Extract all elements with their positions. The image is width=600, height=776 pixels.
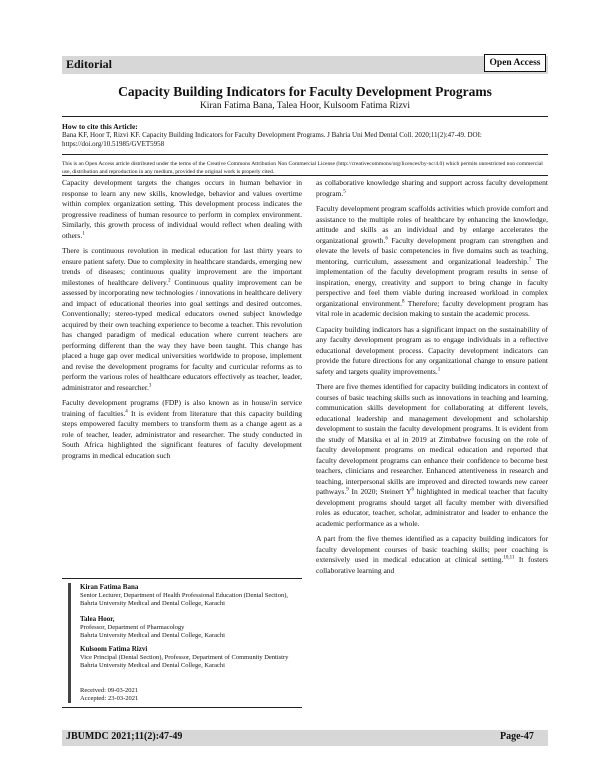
- cite-heading: How to cite this Article:: [62, 122, 138, 131]
- header-bar: [62, 56, 548, 74]
- divider: [62, 175, 548, 176]
- paragraph: There is continuous revolution in medical education for last thirty years to ensure patient safety. Due to complexity in healthcare standards, emerging new trends of diseases; continuous quality improvement are the important milestones of healthcare delivery.$^2$ Continuous quality improvement can be assessed by incorporating new technologies / innovations in healthcare delivery and impact of educational theories into goal settings and desired outcomes. Conventionally; stereo-typed medical educators owned subject knowledge acquired by their own teaching experience to become a teacher. This revolution has changed paradigm of medical education where current teachers are performing different than the way they have been taught. This change has placed a huge gap over medical universities worldwide to propose, implement and revise the development programs for faculty and curricular reforms as to perform the various roles of healthcare educators effectively as teacher, leader, administrator and researcher.$^3$: [62, 246, 302, 392]
- right-column: [316, 178, 548, 581]
- page-number: Page-47: [500, 731, 534, 742]
- affiliation-1: Kiran Fatima Bana Senior Lecturer, Department of Health Professional Education (Dental Section), Bahria University Medical and Dental College, Karachi: [80, 583, 289, 607]
- paragraph: A part from the five themes identified as a capacity building indicators for faculty development courses of basic teaching skills; peer coaching is extensively used in medical education at clinical setting.$^{10,11}$ It fosters collaborative learning and: [316, 534, 548, 575]
- affiliation-3: Kulsoom Fatima Rizvi Vice Principal (Dental Section), Professor, Department of Community Dentistry Bahria University Medical and Dental College, Karachi: [80, 645, 289, 669]
- journal-reference: JBUMDC 2021;11(2):47-49: [66, 731, 183, 742]
- paragraph: Capacity development targets the changes occurs in human behavior in response to learn any new skills, knowledge, behavior and values overtime within complex organization setting. This development process indicates the progressive readiness of human resource to perform in complex environment. Similarly, this growth process of individual would reflect when dealing with others.$^1$: [62, 178, 302, 240]
- divider: [62, 116, 548, 117]
- affiliation-2: Talea Hoor, Professor, Department of Pharmacology Bahria University Medical and Dental College, Karachi: [80, 615, 225, 639]
- paragraph: Faculty development programs (FDP) is also known as in house/in service training of faculties.$^4$ It is evident from literature that this capacity building steps empowered faculty members to transform them as a change agent as a role of teacher, leader, administrator and researcher. The study conducted in South Africa highlighted the significant features of faculty development programs in medical education such: [62, 398, 303, 460]
- paragraph: as collaborative knowledge sharing and support across faculty development program.$^5$: [316, 178, 548, 198]
- paragraph: Faculty development program scaffolds activities which provide comfort and assistance to the multiple roles of healthcare by enhancing the knowledge, attitude and skills as an individual and by enlarge accelerates the organizational growth.$^6$ Faculty development program can strengthen and elevate the levels of basic competencies in five domains such as teaching, mentoring, curriculum, assessment and organizational leadership.$^7$ The implementation of the faculty development program results in sense of inspiration, energy, creativity and support to bring change in faculty perspective and feel them viable during increased workload in complex organizational environment.$^8$ Therefore; faculty development program has vital role in academic decision making to sustain the academic process.: [316, 204, 549, 318]
- affiliation-accent-bar: [68, 583, 71, 703]
- paragraph: Capacity building indicators has a significant impact on the sustainability of any faculty development program as to engage individuals in a reflective educational development process. Capacity development indicators can provide the future directions for any organizational change to ensure patient safety and targets quality improvements.$^1$: [316, 324, 548, 376]
- affiliations-box: [62, 578, 302, 708]
- citation: Bana KF, Hoor T, Rizvi KF. Capacity Building Indicators for Faculty Development Programs. J Bahria Uni Med Dental Coll. 2020;11(2):47-49. DOI: https://doi.org/10.51985/GVET5958: [62, 131, 482, 148]
- divider: [62, 154, 548, 155]
- paragraph: There are five themes identified for capacity building indicators in context of courses of basic teaching skills such as innovations in teaching and learning, communication skills development for collaborating at different levels, educational leadership and management development and scholarship development to sustain the faculty development programs. It is evident from the study of Matsika et al in 2019 at Zimbabwe focusing on the role of faculty development programs on medical education and reported that faculty development programs can enhance their confidence to become best teachers, clinicians and researcher. Enhanced attentiveness in research and teaching, interpersonal skills are improved and directed towards new career pathways.$^9$ In 2020; Steinert $Y^6$ highlighted in medical teacher that faculty development programs should target all faculty member with diversified roles as educator, teacher, scholar, administrator and leader to enhance the academic performance as a whole.: [316, 382, 549, 528]
- dates: Received: 09-03-2021 Accepted: 23-03-2021: [80, 687, 139, 702]
- article-title: Capacity Building Indicators for Faculty Development Programs: [118, 84, 492, 99]
- section-label: Editorial: [66, 57, 113, 71]
- left-column: [62, 178, 302, 466]
- open-access-badge: Open Access: [484, 54, 546, 72]
- license-text: This is an Open Access article distributed under the terms of the Creative Commons Attribution Non Commercial License (http://creativecommons/org/licences/by-nc/4.0) which permits unrestricted non commercial use, distribution and reproduction in any medium, provided the original work is properly cited.: [62, 161, 543, 175]
- article-authors: Kiran Fatima Bana, Talea Hoor, Kulsoom Fatima Rizvi: [199, 101, 411, 111]
